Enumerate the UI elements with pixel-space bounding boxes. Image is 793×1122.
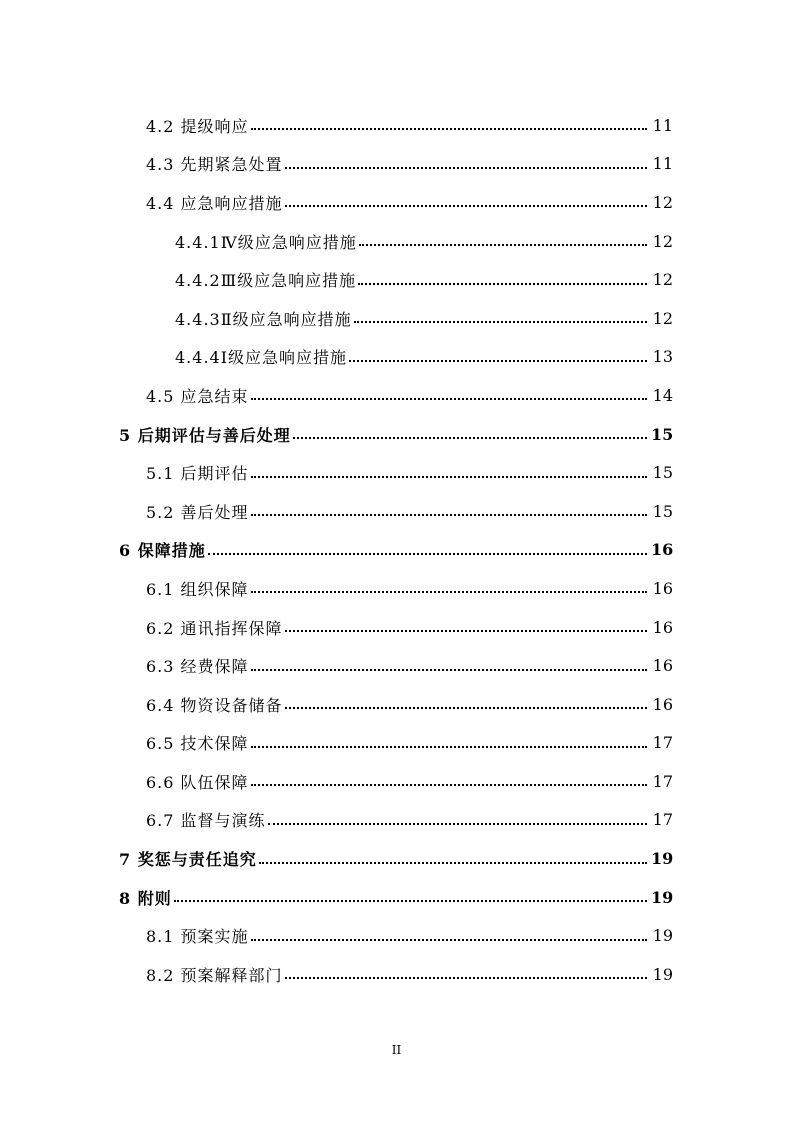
toc-entry-label: 6.7 监督与演练: [146, 811, 266, 831]
toc-entry[interactable]: [0, 260, 793, 299]
toc-entry-page: 19: [651, 887, 674, 907]
toc-entry[interactable]: [0, 338, 793, 377]
toc-dot-leader: [285, 205, 647, 207]
toc-dot-leader: [251, 784, 647, 786]
toc-entry-label: 4.2 提级响应: [146, 116, 249, 136]
toc-dot-leader: [251, 514, 647, 516]
toc-entry[interactable]: [0, 608, 793, 647]
toc-entry-page: 16: [652, 656, 673, 676]
toc-dot-leader: [354, 321, 647, 323]
toc-dot-leader: [259, 862, 647, 864]
toc-entry-page: 11: [652, 154, 673, 174]
toc-entry[interactable]: [0, 685, 793, 724]
table-of-contents: [0, 106, 793, 994]
toc-entry[interactable]: [0, 646, 793, 685]
toc-entry-page: 16: [652, 694, 673, 714]
toc-dot-leader: [268, 823, 647, 825]
toc-entry-page: 19: [651, 849, 674, 869]
toc-entry-label: 4.4 应急响应措施: [146, 193, 283, 213]
toc-entry-page: 16: [652, 578, 673, 598]
toc-entry-page: 16: [652, 617, 673, 637]
toc-entry-label: 6.1 组织保障: [146, 579, 249, 599]
toc-dot-leader: [349, 360, 647, 362]
toc-entry-page: 15: [652, 463, 673, 483]
toc-dot-leader: [358, 283, 647, 285]
toc-entry-page: 12: [652, 270, 673, 290]
toc-dot-leader: [251, 128, 647, 130]
toc-entry-page: 11: [652, 115, 673, 135]
toc-entry-label: 4.4.4Ⅰ级应急响应措施: [175, 348, 348, 368]
toc-entry-label: 6.6 队伍保障: [146, 772, 249, 792]
toc-entry-label: 6.3 经费保障: [146, 657, 249, 677]
toc-entry[interactable]: [0, 222, 793, 261]
toc-dot-leader: [251, 939, 647, 941]
toc-entry-label: 4.4.3Ⅱ级应急响应措施: [175, 309, 352, 329]
toc-entry[interactable]: [0, 183, 793, 222]
toc-entry-label: 5 后期评估与善后处理: [119, 425, 291, 445]
toc-entry-page: 17: [652, 810, 673, 830]
toc-entry-page: 12: [652, 192, 673, 212]
toc-entry[interactable]: [0, 801, 793, 840]
toc-entry[interactable]: [0, 955, 793, 994]
toc-dot-leader: [251, 746, 647, 748]
toc-entry-page: 15: [651, 424, 674, 444]
toc-entry-label: 8.1 预案实施: [146, 927, 249, 947]
toc-entry[interactable]: [0, 878, 793, 917]
toc-entry-page: 15: [652, 501, 673, 521]
toc-entry-page: 13: [652, 347, 673, 367]
toc-entry-label: 6.5 技术保障: [146, 734, 249, 754]
toc-dot-leader: [285, 977, 647, 979]
toc-entry-label: 6.4 物资设备储备: [146, 695, 283, 715]
toc-entry-label: 7 奖惩与责任追究: [119, 850, 257, 870]
toc-dot-leader: [285, 630, 647, 632]
toc-entry-page: 19: [652, 926, 673, 946]
toc-dot-leader: [251, 398, 647, 400]
toc-entry[interactable]: [0, 916, 793, 955]
toc-entry-page: 16: [651, 540, 674, 560]
toc-entry[interactable]: [0, 106, 793, 145]
toc-entry-label: 6.2 通讯指挥保障: [146, 618, 283, 638]
toc-entry-page: 12: [652, 308, 673, 328]
toc-entry-label: 5.1 后期评估: [146, 464, 249, 484]
toc-dot-leader: [359, 244, 647, 246]
toc-entry-label: 4.4.1Ⅳ级应急响应措施: [175, 232, 357, 252]
toc-dot-leader: [285, 167, 647, 169]
toc-dot-leader: [251, 476, 647, 478]
toc-entry[interactable]: [0, 415, 793, 454]
toc-entry[interactable]: [0, 376, 793, 415]
toc-entry[interactable]: [0, 145, 793, 184]
toc-entry-label: 4.3 先期紧急处置: [146, 155, 283, 175]
toc-entry[interactable]: [0, 531, 793, 570]
page-number: II: [391, 1043, 402, 1057]
toc-entry-label: 6 保障措施: [119, 541, 206, 561]
toc-entry-label: 8.2 预案解释部门: [146, 965, 283, 985]
toc-dot-leader: [251, 669, 647, 671]
toc-entry-label: 5.2 善后处理: [146, 502, 249, 522]
toc-dot-leader: [285, 707, 647, 709]
toc-entry-page: 12: [652, 231, 673, 251]
toc-entry[interactable]: [0, 724, 793, 763]
toc-entry[interactable]: [0, 569, 793, 608]
toc-entry-page: 14: [652, 385, 673, 405]
toc-entry[interactable]: [0, 762, 793, 801]
toc-entry[interactable]: [0, 299, 793, 338]
toc-dot-leader: [174, 900, 647, 902]
toc-entry-page: 19: [652, 964, 673, 984]
toc-entry-page: 17: [652, 771, 673, 791]
toc-dot-leader: [251, 591, 647, 593]
toc-entry[interactable]: [0, 453, 793, 492]
toc-entry-page: 17: [652, 733, 673, 753]
toc-entry-label: 4.4.2Ⅲ级应急响应措施: [175, 271, 357, 291]
toc-dot-leader: [293, 437, 647, 439]
toc-entry-label: 4.5 应急结束: [146, 386, 249, 406]
toc-entry[interactable]: [0, 492, 793, 531]
toc-entry-label: 8 附则: [119, 888, 172, 908]
toc-dot-leader: [208, 553, 647, 555]
toc-entry[interactable]: [0, 839, 793, 878]
